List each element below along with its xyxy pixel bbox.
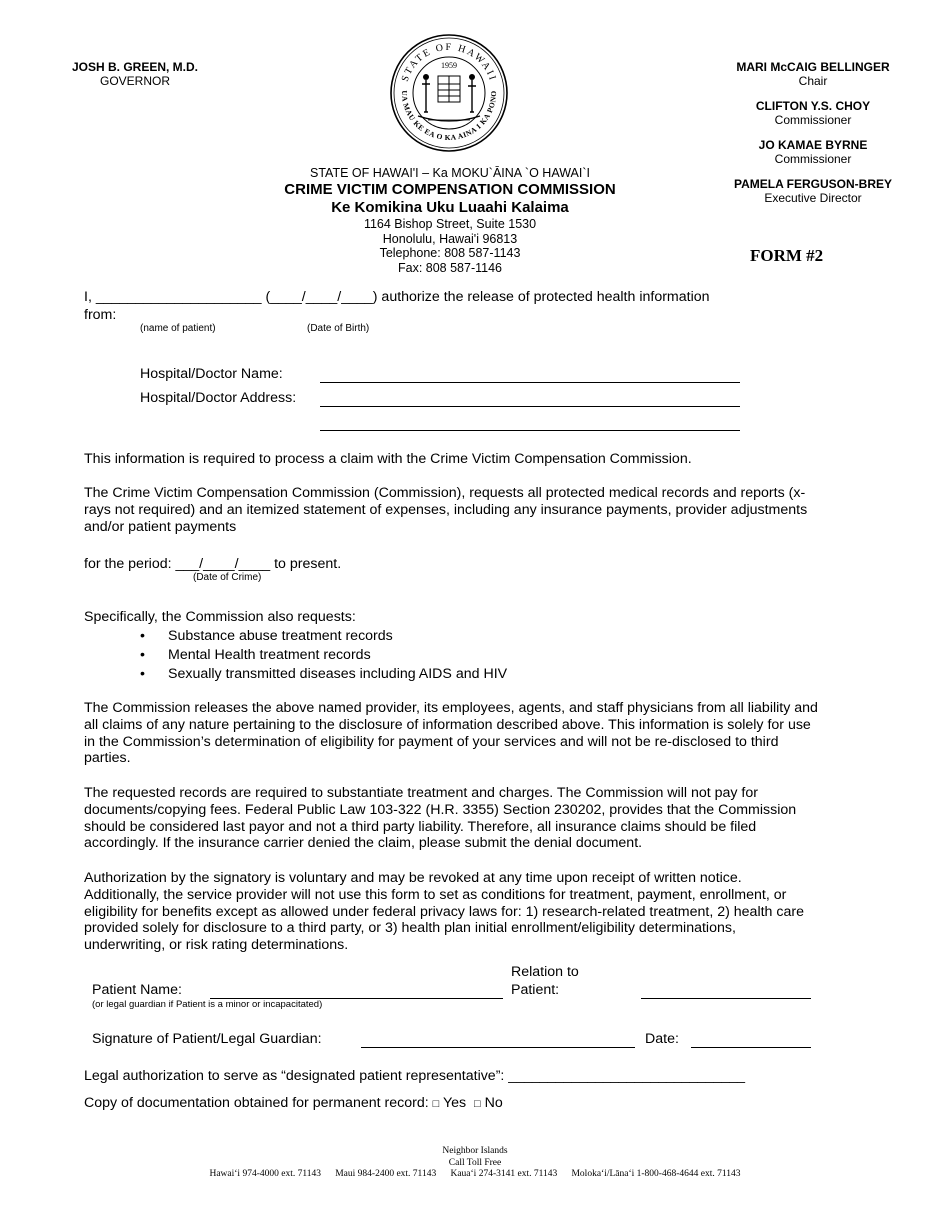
seal-top-text: STATE OF HAWAII <box>399 41 499 84</box>
fax: Fax: 808 587-1146 <box>397 261 502 276</box>
records-paragraph: The requested records are required to substantiate treatment and charges. The Commission will not pay for documents/copying fees. Federal Public Law 103-322 (H.R. 3355) Section 230202, provides that the Commission should be considered last payor and not a third party liability. Therefore, all insurance claims should be filed accordingly. If the insurance carrier denied the claim, please submit the denial document. <box>84 785 797 852</box>
period-line: for the period: ___/____/____ to present. <box>84 556 342 572</box>
relation-label-line-2: Patient: <box>511 982 560 998</box>
signature-label: Signature of Patient/Legal Guardian: <box>92 1031 322 1047</box>
provider-name-field[interactable] <box>320 382 740 383</box>
commissioner-entry <box>718 60 908 99</box>
state-seal <box>388 32 510 154</box>
footer <box>0 1146 950 1181</box>
relation-field[interactable] <box>641 998 811 999</box>
signature-field[interactable] <box>361 1047 635 1048</box>
footer-toll-free: Call Toll Free <box>448 1157 502 1168</box>
request-paragraph: The Crime Victim Compensation Commission (Commission), requests all protected medical records and reports (x-rays not required) and an itemized statement of expenses, including any insurance payments, provider adjustments and/or patient payments <box>84 485 808 535</box>
footer-phone-numbers <box>0 1169 950 1181</box>
state-name: STATE OF HAWAI'I – Ka MOKU`ĀINA `O HAWAI`I <box>310 166 590 180</box>
commissioner-title: Executive Director <box>764 191 862 205</box>
state-seal-icon <box>388 32 510 154</box>
release-paragraph: The Commission releases the above named provider, its employees, agents, and staff physicians from all liability and all claims of any nature pertaining to the disclosure of information described above. This information is solely for use in the Commission’s determination of eligibility for payment of your services and will not be re-disclosed to third parties. <box>84 700 818 767</box>
copy-documentation-label: Copy of documentation obtained for permanent record: <box>84 1095 429 1111</box>
copy-documentation-line <box>84 1095 503 1113</box>
address-line-2: Honolulu, Hawai'i 96813 <box>382 231 518 246</box>
governor-name: JOSH B. GREEN, M.D. <box>71 60 199 74</box>
patient-name-label: Patient Name: <box>92 982 182 998</box>
commissioner-entry <box>718 99 908 138</box>
commissioner-name: JO KAMAE BYRNE <box>758 138 868 152</box>
commissioner-name: PAMELA FERGUSON-BREY <box>733 177 892 191</box>
footer-hawaii-phone: Hawai‘i 974-4000 ext. 71143 <box>209 1169 321 1179</box>
footer-maui-phone: Maui 984-2400 ext. 71143 <box>335 1169 437 1179</box>
footer-neighbor-islands: Neighbor Islands <box>442 1146 508 1156</box>
date-field[interactable] <box>691 1047 811 1048</box>
governor-block <box>50 60 220 88</box>
date-label: Date: <box>645 1031 679 1047</box>
patient-name-caption: (name of patient) <box>140 323 216 334</box>
commissioner-title: Chair <box>798 74 828 88</box>
specifically-text: Specifically, the Commission also requests: <box>84 609 356 625</box>
authorize-from: from: <box>84 307 117 323</box>
provider-address-label: Hospital/Doctor Address: <box>140 390 297 406</box>
commissioner-entry <box>718 138 908 177</box>
patient-name-note: (or legal guardian if Patient is a minor or incapacitated) <box>92 999 323 1010</box>
telephone: Telephone: 808 587-1143 <box>379 246 521 261</box>
address-line-1: 1164 Bishop Street, Suite 1530 <box>363 217 537 231</box>
letterhead <box>240 166 660 276</box>
commissioner-name: MARI McCAIG BELLINGER <box>736 60 890 74</box>
seal-motto: UA MAU KE EA O KA AINA I KA PONO <box>399 90 499 143</box>
provider-name-label: Hospital/Doctor Name: <box>140 366 283 382</box>
agency-hawaiian-name: Ke Komikina Uku Luaahi Kalaima <box>331 199 569 216</box>
dob-caption: (Date of Birth) <box>307 323 370 334</box>
footer-kauai-phone: Kaua‘i 274-3141 ext. 71143 <box>450 1169 558 1179</box>
commissioner-title: Commissioner <box>774 113 852 127</box>
no-label: No <box>484 1095 503 1111</box>
provider-address-field-2[interactable] <box>320 430 740 431</box>
required-paragraph: This information is required to process a claim with the Crime Victim Compensation Commission. <box>84 451 692 467</box>
commissioner-name: CLIFTON Y.S. CHOY <box>755 99 871 113</box>
no-checkbox[interactable]: □ <box>474 1098 481 1110</box>
commissioner-title: Commissioner <box>774 152 852 166</box>
voluntary-paragraph: Authorization by the signatory is voluntary and may be revoked at any time upon receipt of written notice. Additionally, the service provider will not use this form to set as conditions for treatment, payment, enrollment, or eligibility for benefits except as allowed under federal privacy laws for: 1) research-related treatment, 2) health care provided solely for disclosure to a third party, or 3) health plan initial enrollment/eligibility determinations, underwriting, or risk rating determinations. <box>84 870 804 954</box>
list-item: • Mental Health treatment records <box>140 647 740 666</box>
agency-name: CRIME VICTIM COMPENSATION COMMISSION <box>284 181 616 198</box>
seal-year: 1959 <box>441 61 457 70</box>
date-of-crime-caption: (Date of Crime) <box>193 572 262 583</box>
commissioner-entry <box>718 177 908 205</box>
legal-authorization-line: Legal authorization to serve as “designated patient representative”: ______________________________ <box>84 1068 746 1084</box>
list-item: • Sexually transmitted diseases including AIDS and HIV <box>140 666 740 685</box>
governor-title: GOVERNOR <box>99 74 170 88</box>
requested-records-list <box>140 628 740 685</box>
footer-molokai-lanai-phone: Moloka‘i/Lāna‘i 1-800-468-4644 ext. 71143 <box>571 1169 741 1179</box>
form-number: FORM #2 <box>750 246 824 265</box>
commissioner-list <box>718 60 908 205</box>
yes-label: Yes <box>442 1095 467 1111</box>
yes-checkbox[interactable]: □ <box>432 1098 440 1110</box>
relation-label-line-1: Relation to <box>511 964 579 980</box>
list-item: • Substance abuse treatment records <box>140 628 740 647</box>
provider-address-field[interactable] <box>320 406 740 407</box>
authorize-line: I, _____________________ (____/____/____) authorize the release of protected health information <box>84 289 710 305</box>
